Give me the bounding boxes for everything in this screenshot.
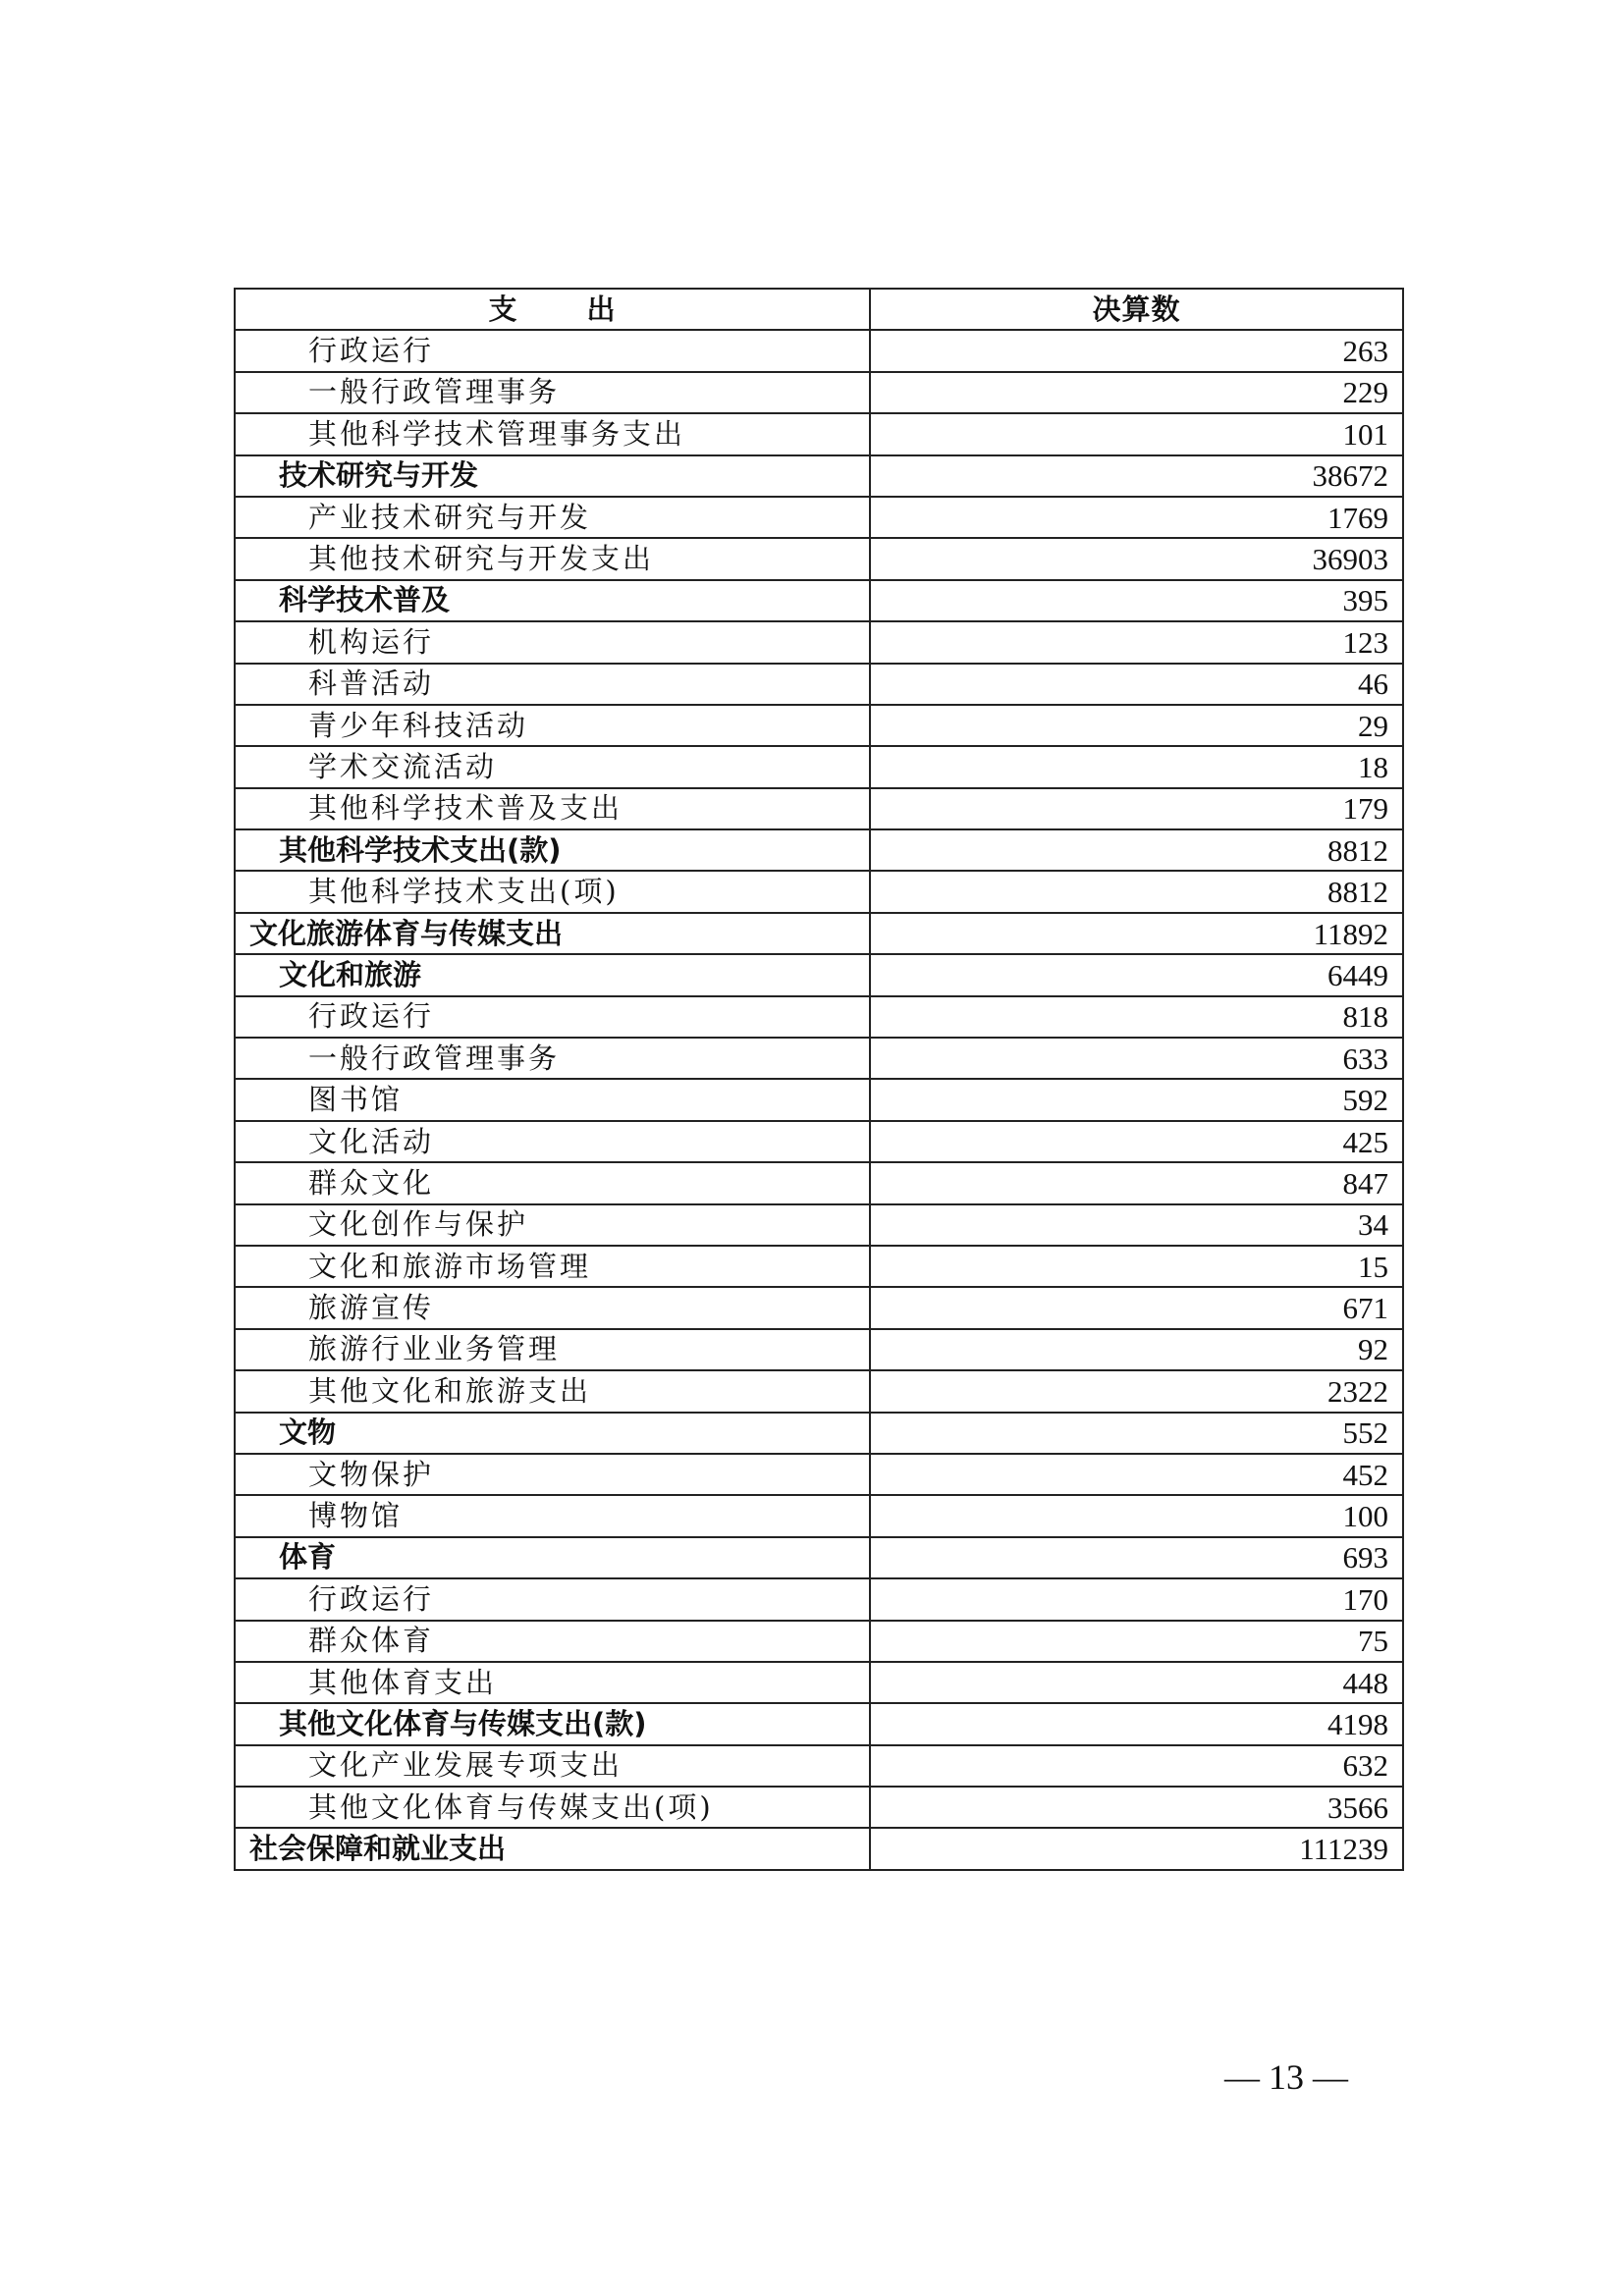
- row-item-name: 社会保障和就业支出: [235, 1828, 870, 1869]
- table-row: [235, 621, 1403, 663]
- table-row: [235, 1413, 1403, 1454]
- table-row: [235, 1621, 1403, 1662]
- table-row: [235, 1454, 1403, 1495]
- row-item-value: 18: [870, 746, 1403, 787]
- table-row: [235, 1287, 1403, 1328]
- table-row: [235, 538, 1403, 579]
- row-item-name: 行政运行: [235, 330, 870, 371]
- row-item-value: 170: [870, 1578, 1403, 1620]
- header-expenditure: 支 出: [235, 289, 870, 330]
- table-row: [235, 1370, 1403, 1412]
- row-item-name: 文化产业发展专项支出: [235, 1745, 870, 1787]
- row-item-name: 文化和旅游市场管理: [235, 1246, 870, 1287]
- row-item-name: 其他文化体育与传媒支出(项): [235, 1787, 870, 1828]
- row-item-name: 其他文化和旅游支出: [235, 1370, 870, 1412]
- row-item-name: 学术交流活动: [235, 746, 870, 787]
- row-item-name: 行政运行: [235, 996, 870, 1038]
- row-item-name: 文物: [235, 1413, 870, 1454]
- table-row: [235, 788, 1403, 829]
- table-row: [235, 1537, 1403, 1578]
- table-row: [235, 1204, 1403, 1246]
- row-item-name: 旅游宣传: [235, 1287, 870, 1328]
- table-row: [235, 1121, 1403, 1162]
- table-row: [235, 1038, 1403, 1079]
- table-row: [235, 1745, 1403, 1787]
- row-item-name: 其他科学技术管理事务支出: [235, 413, 870, 454]
- row-item-name: 群众文化: [235, 1162, 870, 1203]
- row-item-value: 847: [870, 1162, 1403, 1203]
- table-row: [235, 1162, 1403, 1203]
- row-item-name: 一般行政管理事务: [235, 1038, 870, 1079]
- row-item-name: 技术研究与开发: [235, 455, 870, 497]
- row-item-name: 其他体育支出: [235, 1662, 870, 1703]
- table-row: [235, 1495, 1403, 1536]
- row-item-value: 552: [870, 1413, 1403, 1454]
- row-item-name: 其他文化体育与传媒支出(款): [235, 1703, 870, 1744]
- table-row: [235, 746, 1403, 787]
- row-item-name: 一般行政管理事务: [235, 372, 870, 413]
- row-item-name: 文化活动: [235, 1121, 870, 1162]
- table-row: [235, 913, 1403, 954]
- row-item-value: 4198: [870, 1703, 1403, 1744]
- table-row: [235, 455, 1403, 497]
- row-item-value: 11892: [870, 913, 1403, 954]
- table-row: [235, 1787, 1403, 1828]
- row-item-value: 425: [870, 1121, 1403, 1162]
- row-item-value: 34: [870, 1204, 1403, 1246]
- row-item-value: 29: [870, 705, 1403, 746]
- row-item-value: 38672: [870, 455, 1403, 497]
- table-body: [235, 330, 1403, 1869]
- row-item-name: 科学技术普及: [235, 580, 870, 621]
- table-row: [235, 1079, 1403, 1120]
- row-item-value: 3566: [870, 1787, 1403, 1828]
- table-row: [235, 372, 1403, 413]
- expenditure-table: [234, 288, 1404, 1871]
- row-item-value: 123: [870, 621, 1403, 663]
- row-item-name: 文化创作与保护: [235, 1204, 870, 1246]
- row-item-name: 群众体育: [235, 1621, 870, 1662]
- table-row: [235, 497, 1403, 538]
- row-item-value: 92: [870, 1329, 1403, 1370]
- row-item-name: 科普活动: [235, 664, 870, 705]
- row-item-name: 文物保护: [235, 1454, 870, 1495]
- table-row: [235, 1703, 1403, 1744]
- table-row: [235, 954, 1403, 995]
- header-final-amount: 决算数: [870, 289, 1403, 330]
- row-item-value: 693: [870, 1537, 1403, 1578]
- row-item-value: 229: [870, 372, 1403, 413]
- row-item-name: 体育: [235, 1537, 870, 1578]
- row-item-name: 图书馆: [235, 1079, 870, 1120]
- table-row: [235, 1329, 1403, 1370]
- table-row: [235, 1828, 1403, 1869]
- table-row: [235, 413, 1403, 454]
- row-item-name: 其他技术研究与开发支出: [235, 538, 870, 579]
- row-item-value: 46: [870, 664, 1403, 705]
- row-item-value: 671: [870, 1287, 1403, 1328]
- row-item-value: 632: [870, 1745, 1403, 1787]
- page-number: — 13 —: [1224, 2057, 1348, 2097]
- row-item-name: 其他科学技术支出(款): [235, 829, 870, 871]
- table-row: [235, 1578, 1403, 1620]
- row-item-value: 36903: [870, 538, 1403, 579]
- row-item-value: 6449: [870, 954, 1403, 995]
- row-item-name: 机构运行: [235, 621, 870, 663]
- row-item-value: 8812: [870, 829, 1403, 871]
- row-item-value: 2322: [870, 1370, 1403, 1412]
- row-item-value: 1769: [870, 497, 1403, 538]
- row-item-value: 15: [870, 1246, 1403, 1287]
- row-item-value: 395: [870, 580, 1403, 621]
- row-item-value: 179: [870, 788, 1403, 829]
- row-item-value: 448: [870, 1662, 1403, 1703]
- row-item-name: 其他科学技术支出(项): [235, 871, 870, 912]
- row-item-value: 111239: [870, 1828, 1403, 1869]
- row-item-name: 文化和旅游: [235, 954, 870, 995]
- row-item-value: 75: [870, 1621, 1403, 1662]
- row-item-name: 其他科学技术普及支出: [235, 788, 870, 829]
- table-row: [235, 705, 1403, 746]
- row-item-name: 产业技术研究与开发: [235, 497, 870, 538]
- row-item-name: 旅游行业业务管理: [235, 1329, 870, 1370]
- table-row: [235, 580, 1403, 621]
- row-item-value: 263: [870, 330, 1403, 371]
- table-row: [235, 829, 1403, 871]
- row-item-value: 818: [870, 996, 1403, 1038]
- row-item-value: 100: [870, 1495, 1403, 1536]
- row-item-name: 文化旅游体育与传媒支出: [235, 913, 870, 954]
- row-item-name: 博物馆: [235, 1495, 870, 1536]
- row-item-value: 592: [870, 1079, 1403, 1120]
- table-row: [235, 664, 1403, 705]
- table-row: [235, 330, 1403, 371]
- row-item-value: 101: [870, 413, 1403, 454]
- row-item-name: 青少年科技活动: [235, 705, 870, 746]
- table-row: [235, 1662, 1403, 1703]
- row-item-name: 行政运行: [235, 1578, 870, 1620]
- table-row: [235, 871, 1403, 912]
- row-item-value: 8812: [870, 871, 1403, 912]
- table-header-row: [235, 289, 1403, 330]
- row-item-value: 452: [870, 1454, 1403, 1495]
- table-row: [235, 996, 1403, 1038]
- row-item-value: 633: [870, 1038, 1403, 1079]
- table-row: [235, 1246, 1403, 1287]
